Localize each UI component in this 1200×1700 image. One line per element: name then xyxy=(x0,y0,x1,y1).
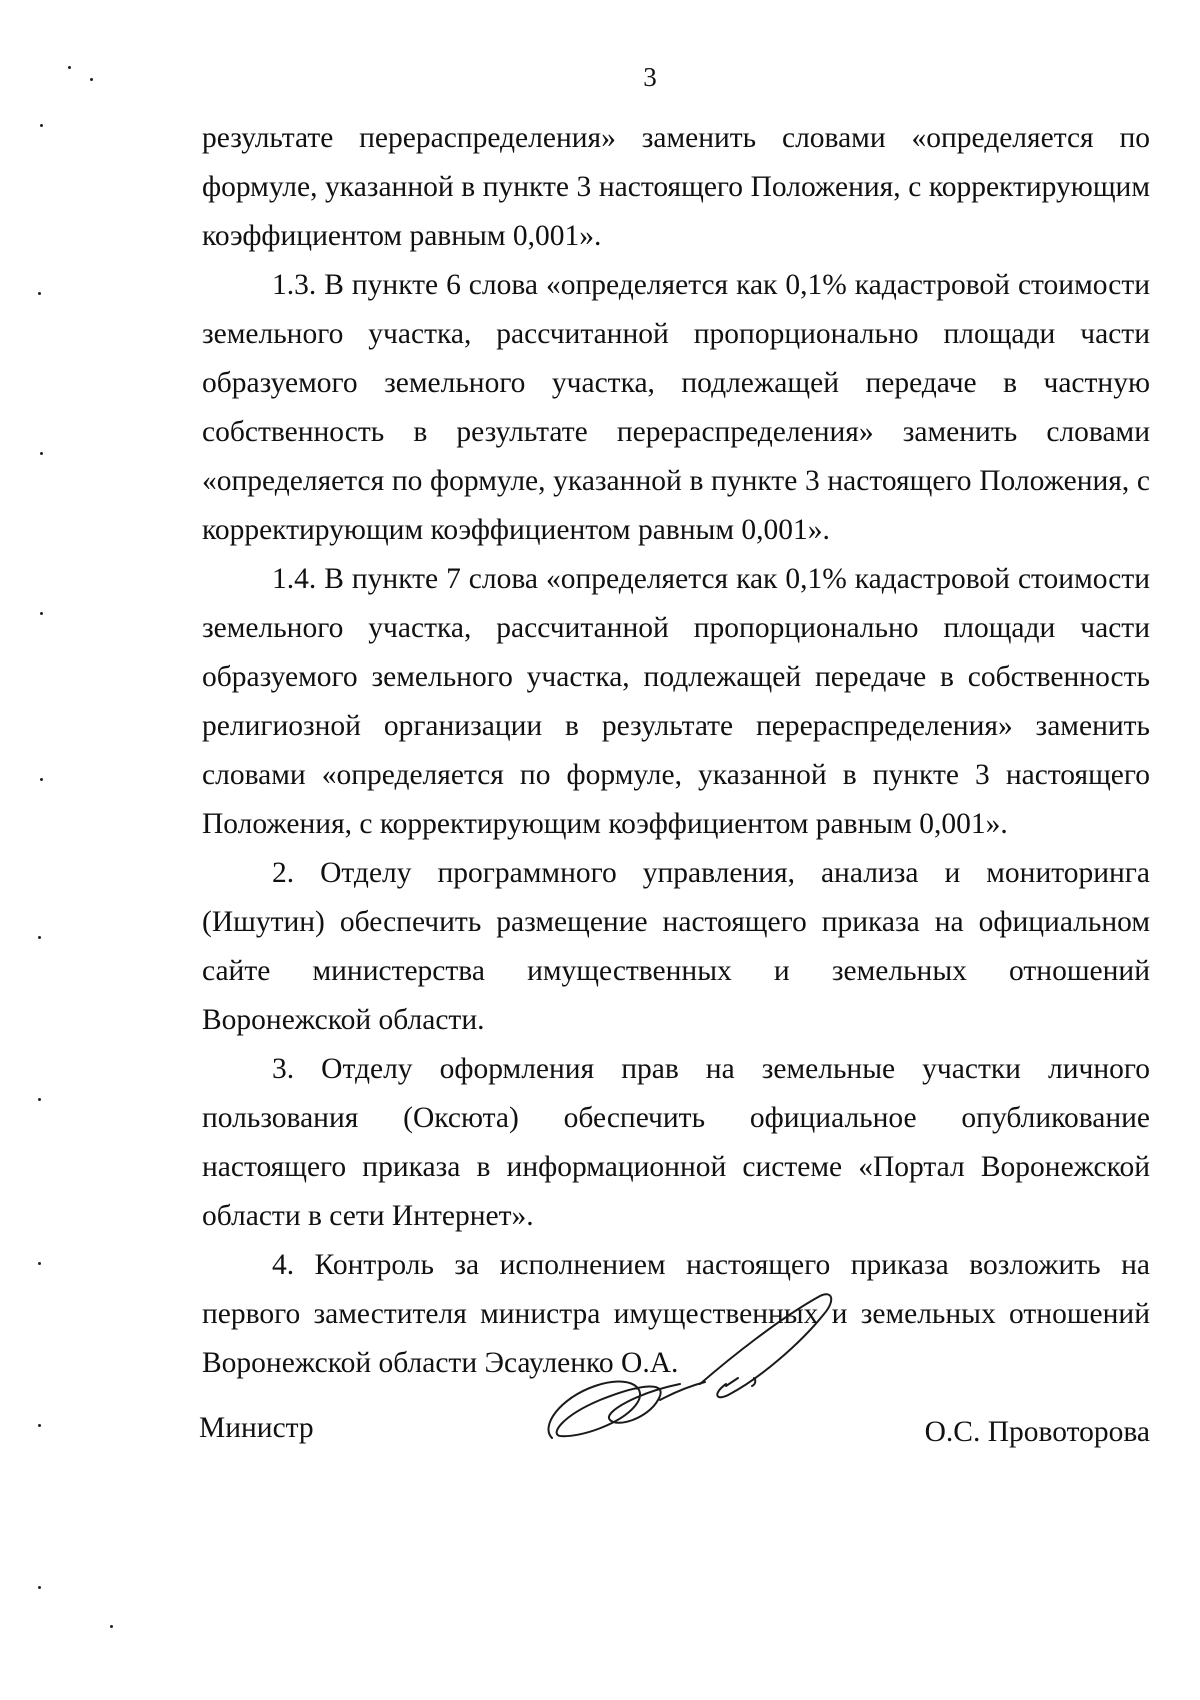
scan-artifact-dot xyxy=(40,124,43,127)
signatory-position: Министр xyxy=(199,1412,314,1444)
scan-artifact-dot xyxy=(38,1098,41,1101)
paragraph-1-3: 1.3. В пункте 6 слова «определяется как 0,1% кадастровой стоимости земельного участка, рассчитанной пропорционально площади части образуемого земельного участка, подлежащей передаче в частную собственность в результате перераспределения» заменить словами «определяется по формуле, указанной в пункте 3 настоящего Положения, с корректирующим коэффициентом равным 0,001». xyxy=(202,269,1150,546)
signature-block xyxy=(0,1386,1200,1446)
scan-artifact-dot xyxy=(40,612,43,615)
signatory-name: О.С. Провоторова xyxy=(924,1416,1150,1448)
scan-artifact-dot xyxy=(38,1262,41,1265)
scan-artifact-dot xyxy=(38,1424,41,1427)
scan-artifact-dot xyxy=(110,1625,113,1628)
scan-artifact-dot xyxy=(38,292,41,295)
paragraph-continuation: результате перераспределения» заменить словами «определяется по формуле, указанной в пункте 3 настоящего Положения, с корректирующим коэффициентом равным 0,001». xyxy=(202,122,1150,252)
scan-artifact-dot xyxy=(40,778,43,781)
scan-artifact-dot xyxy=(90,78,93,81)
scan-artifact-dot xyxy=(38,1586,41,1589)
paragraph-2: 2. Отделу программного управления, анализа и мониторинга (Ишутин) обеспечить размещение настоящего приказа на официальном сайте министерства имущественных и земельных отношений Воронежской области. xyxy=(202,857,1150,1036)
paragraph-1-4: 1.4. В пункте 7 слова «определяется как 0,1% кадастровой стоимости земельного участка, рассчитанной пропорционально площади части образуемого земельного участка, подлежащей передаче в собственность религиозной организации в результате перераспределения» заменить словами «определяется по формуле, указанной в пункте 3 настоящего Положения, с корректирующим коэффициентом равным 0,001». xyxy=(202,563,1150,840)
scan-artifact-dot xyxy=(68,66,71,69)
paragraph-3: 3. Отделу оформления прав на земельные участки личного пользования (Оксюта) обеспечить официальное опубликование настоящего приказа в информационной системе «Портал Воронежской области в сети Интернет». xyxy=(202,1053,1150,1232)
paragraph-4: 4. Контроль за исполнением настоящего приказа возложить на первого заместителя министра имущественных и земельных отношений Воронежской области Эсауленко О.А. xyxy=(202,1249,1150,1379)
document-body xyxy=(202,114,1150,1388)
scan-artifact-dot xyxy=(40,452,43,455)
scan-artifact-dot xyxy=(38,936,41,939)
page-number: 3 xyxy=(643,62,657,92)
